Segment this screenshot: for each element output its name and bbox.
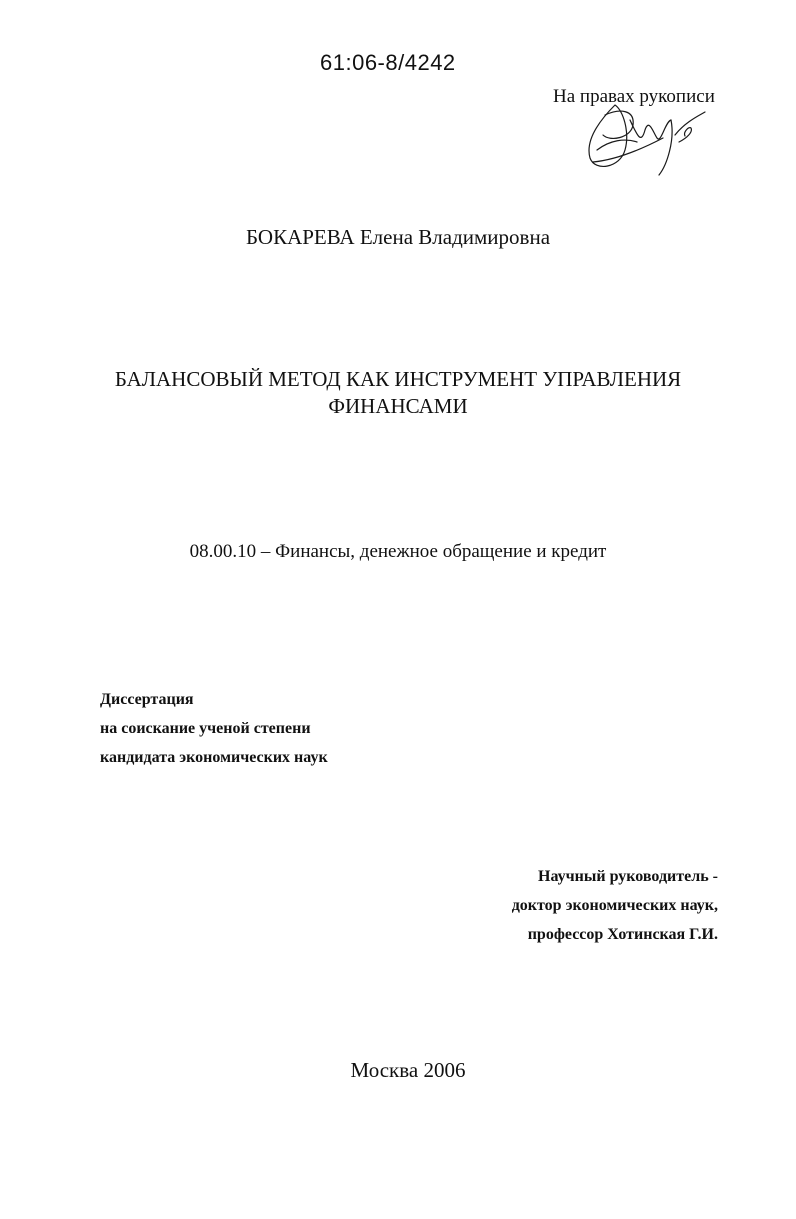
author-name: БОКАРЕВА Елена Владимировна (245, 225, 551, 249)
dissertation-title (0, 366, 796, 420)
degree-block (100, 685, 328, 772)
supervisor-block (512, 862, 718, 949)
degree-line-2: на соискание ученой степени (100, 720, 311, 737)
city-year: Москва 2006 (350, 1058, 466, 1082)
handwritten-signature (575, 80, 715, 180)
degree-line-3: кандидата экономических наук (100, 749, 328, 766)
specialty-code: 08.00.10 – Финансы, денежное обращение и кредит (189, 541, 607, 562)
supervisor-line-3: профессор Хотинская Г.И. (527, 926, 718, 943)
title-line-2: ФИНАНСАМИ (328, 394, 468, 418)
catalog-code: 61:06-8/4242 (320, 50, 456, 75)
title-line-1: БАЛАНСОВЫЙ МЕТОД КАК ИНСТРУМЕНТ УПРАВЛЕНИЯ (114, 367, 682, 391)
rights-note: На правах рукописи (553, 86, 715, 107)
degree-line-1: Диссертация (100, 691, 194, 708)
supervisor-line-1: Научный руководитель - (538, 868, 718, 885)
supervisor-line-2: доктор экономических наук, (511, 897, 718, 914)
